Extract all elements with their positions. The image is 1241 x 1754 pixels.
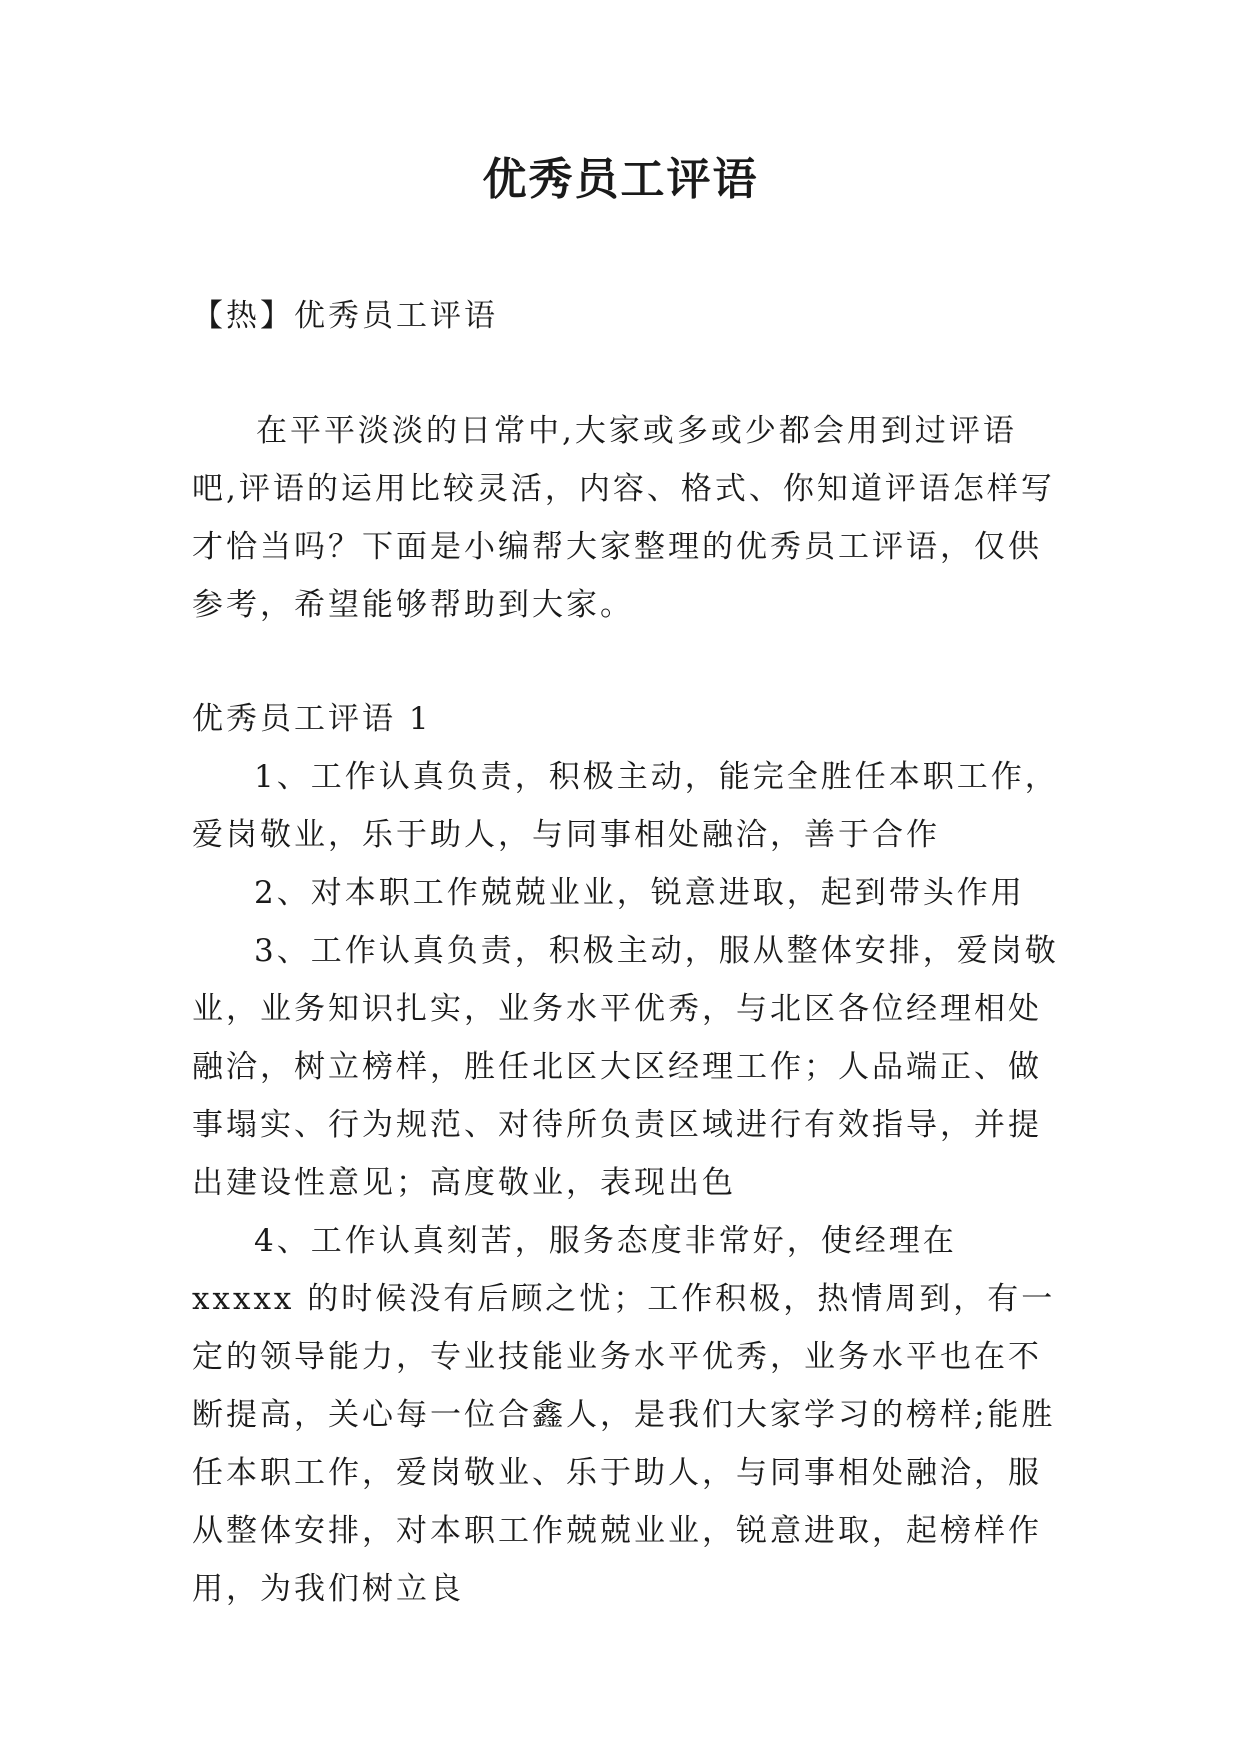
section-heading: 优秀员工评语 1 <box>192 701 432 737</box>
intro-paragraph: 在平平淡淡的日常中,大家或多或少都会用到过评语吧,评语的运用比较灵活，内容、格式、你知道评语怎样写才恰当吗？下面是小编帮大家整理的优秀员工评语，仅供参考，希望能够帮助到大家。 <box>192 413 1055 623</box>
document-subtitle: 【热】优秀员工评语 <box>192 298 498 334</box>
comment-item-2: 2、对本职工作兢兢业业，锐意进取，起到带头作用 <box>254 875 1025 911</box>
comment-item-3: 3、工作认真负责，积极主动，服从整体安排，爱岗敬业，业务知识扎实，业务水平优秀，与北区各位经理相处融洽，树立榜样，胜任北区大区经理工作；人品端正、做事塌实、行为规范、对待所负责区域进行有效指导，并提出建设性意见；高度敬业，表现出色 <box>192 933 1059 1201</box>
comment-list <box>192 748 1062 1618</box>
comment-item-4: 4、工作认真刻苦，服务态度非常好，使经理在 xxxxx 的时候没有后顾之忧；工作积极，热情周到，有一定的领导能力，专业技能业务水平优秀，业务水平也在不断提高，关心每一位合鑫人，是我们大家学习的榜样;能胜任本职工作，爱岗敬业、乐于助人，与同事相处融洽，服从整体安排，对本职工作兢兢业业，锐意进取，起榜样作用，为我们树立良 <box>192 1223 1056 1607</box>
document-title: 优秀员工评语 <box>482 154 759 205</box>
comment-item-1: 1、工作认真负责，积极主动，能完全胜任本职工作，爱岗敬业，乐于助人，与同事相处融洽，善于合作 <box>192 759 1059 853</box>
